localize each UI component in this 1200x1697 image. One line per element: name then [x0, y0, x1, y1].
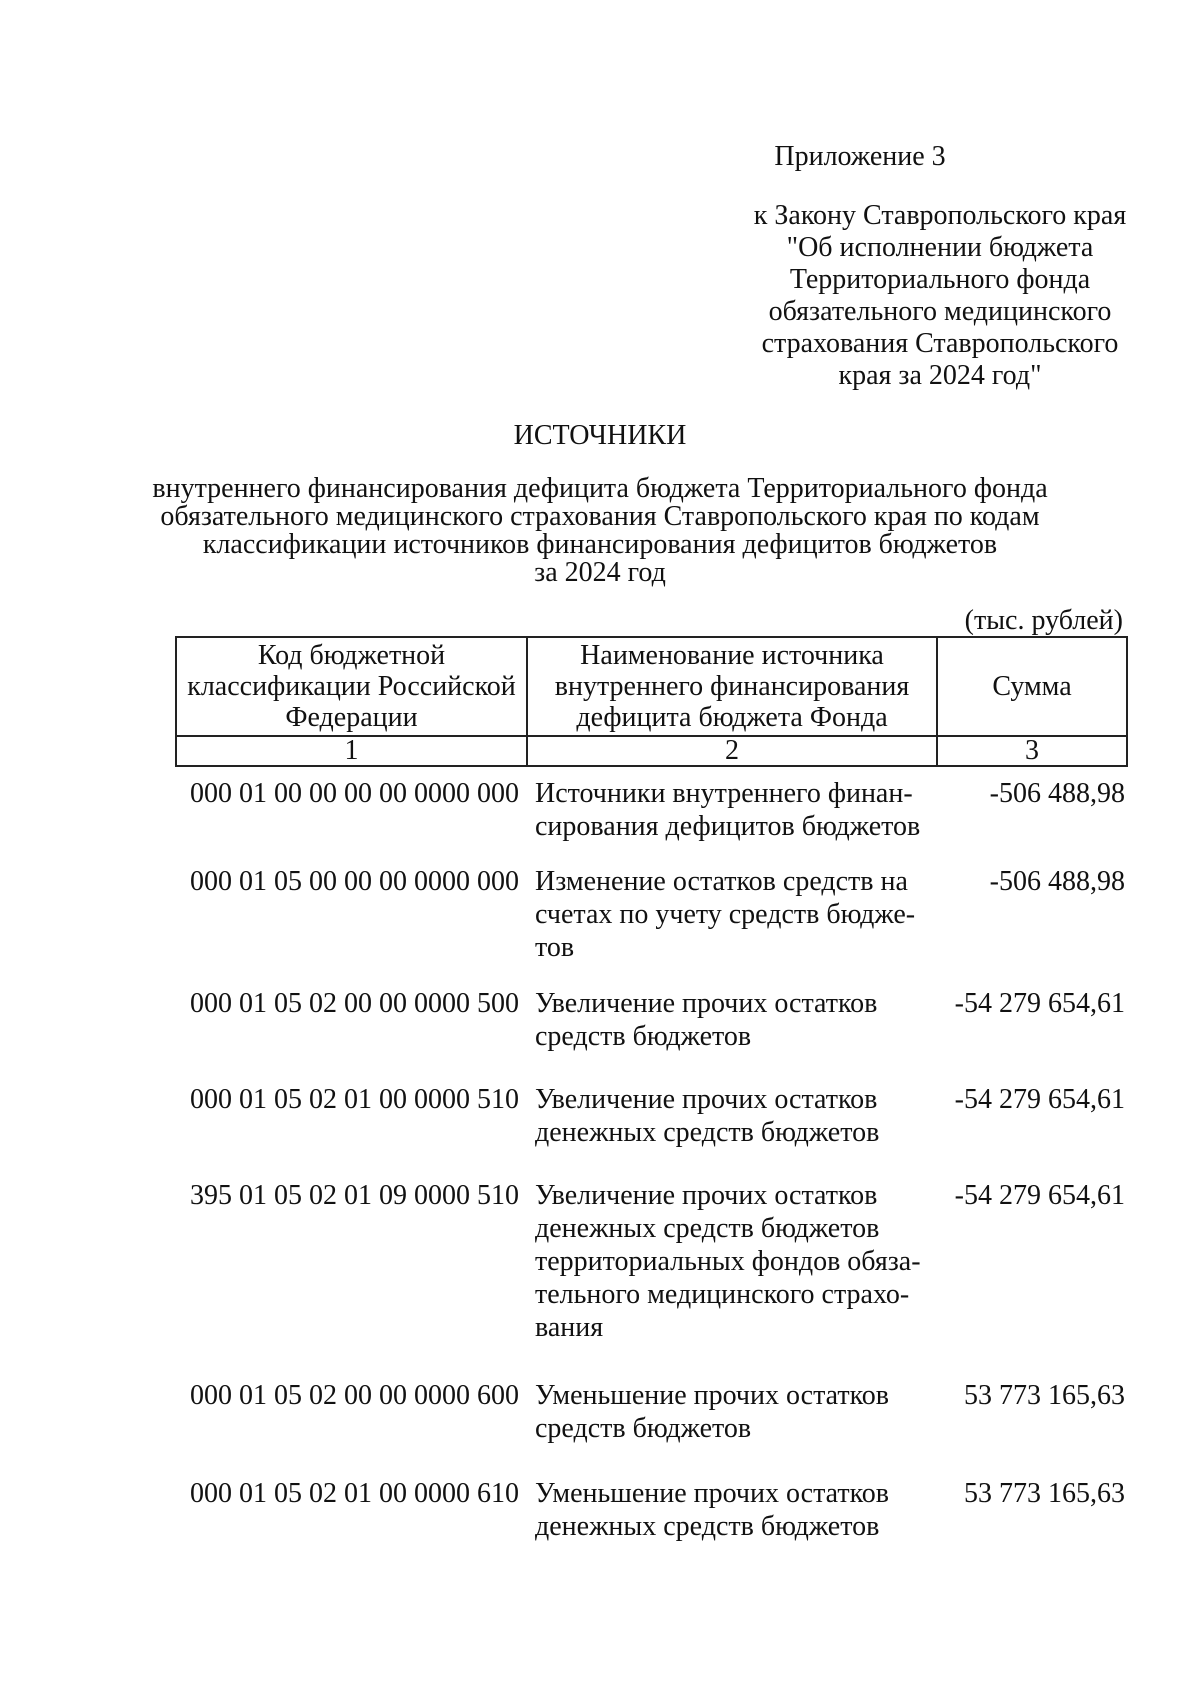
appendix-title: Приложение 3 [774, 141, 946, 172]
row-code: 000 01 05 02 01 00 0000 510 [190, 1084, 519, 1115]
table-row [176, 987, 1127, 1083]
row-amount: -506 488,98 [989, 866, 1125, 897]
appendix-block [740, 141, 1140, 392]
row-amount: -54 279 654,61 [954, 1084, 1125, 1115]
row-code: 000 01 05 00 00 00 0000 000 [190, 866, 519, 897]
column-number: 1 [176, 736, 527, 766]
document-subtitle [150, 475, 1050, 587]
row-code: 000 01 00 00 00 00 0000 000 [190, 778, 519, 809]
row-name: Увеличение прочих остатков средств бюджетов [535, 988, 878, 1052]
subtitle-line: за 2024 год [534, 557, 666, 588]
document-title: ИСТОЧНИКИ [513, 420, 687, 451]
row-code: 000 01 05 02 00 00 0000 600 [190, 1380, 519, 1411]
table-row [176, 1083, 1127, 1179]
table-row [176, 865, 1127, 987]
column-number: 3 [937, 736, 1127, 766]
subtitle-line: обязательного медицинского страхования Ставропольского края по кодам [160, 501, 1040, 532]
column-number: 2 [527, 736, 937, 766]
table-row [176, 1179, 1127, 1379]
subtitle-line: классификации источников финансирования дефицитов бюджетов [202, 529, 998, 560]
law-reference [740, 200, 1140, 392]
row-name: Уменьшение прочих остатков денежных средств бюджетов [535, 1478, 890, 1542]
header-amount: Сумма [937, 637, 1127, 736]
law-reference-line: обязательного медицинского [768, 296, 1112, 327]
row-code: 000 01 05 02 01 00 0000 610 [190, 1478, 519, 1509]
row-name: Источники внутреннего финан-сирования дефицитов бюджетов [535, 778, 921, 842]
column-number-row [176, 736, 1127, 766]
header-code: Код бюджетной классификации Российской Федерации [176, 637, 527, 736]
law-reference-line: Территориального фонда [789, 264, 1091, 295]
table-row [176, 1379, 1127, 1477]
row-code: 000 01 05 02 00 00 0000 500 [190, 988, 519, 1019]
header-name: Наименование источника внутреннего финансирования дефицита бюджета Фонда [527, 637, 937, 736]
law-reference-line: "Об исполнении бюджета [786, 232, 1094, 263]
sources-table [175, 636, 1128, 1547]
row-amount: 53 773 165,63 [964, 1478, 1125, 1509]
row-code: 395 01 05 02 01 09 0000 510 [190, 1180, 519, 1211]
law-reference-line: края за 2024 год" [838, 360, 1042, 391]
law-reference-line: страхования Ставропольского [761, 328, 1119, 359]
unit-label: (тыс. рублей) [964, 605, 1123, 636]
row-amount: -506 488,98 [989, 778, 1125, 809]
row-amount: -54 279 654,61 [954, 1180, 1125, 1211]
subtitle-line: внутреннего финансирования дефицита бюджета Территориального фонда [152, 473, 1048, 504]
table-row [176, 1477, 1127, 1547]
row-name: Уменьшение прочих остатков средств бюджетов [535, 1380, 890, 1444]
table-header-row [176, 637, 1127, 736]
law-reference-line: к Закону Ставропольского края [753, 200, 1127, 231]
table-row [176, 766, 1127, 865]
row-name: Увеличение прочих остатков денежных средств бюджетов [535, 1084, 880, 1148]
row-amount: -54 279 654,61 [954, 988, 1125, 1019]
row-amount: 53 773 165,63 [964, 1380, 1125, 1411]
row-name: Изменение остатков средств на счетах по учету средств бюдже-тов [535, 866, 916, 963]
row-name: Увеличение прочих остатков денежных средств бюджетов территориальных фондов обяза-тельного медицинского страхо-вания [535, 1180, 921, 1343]
